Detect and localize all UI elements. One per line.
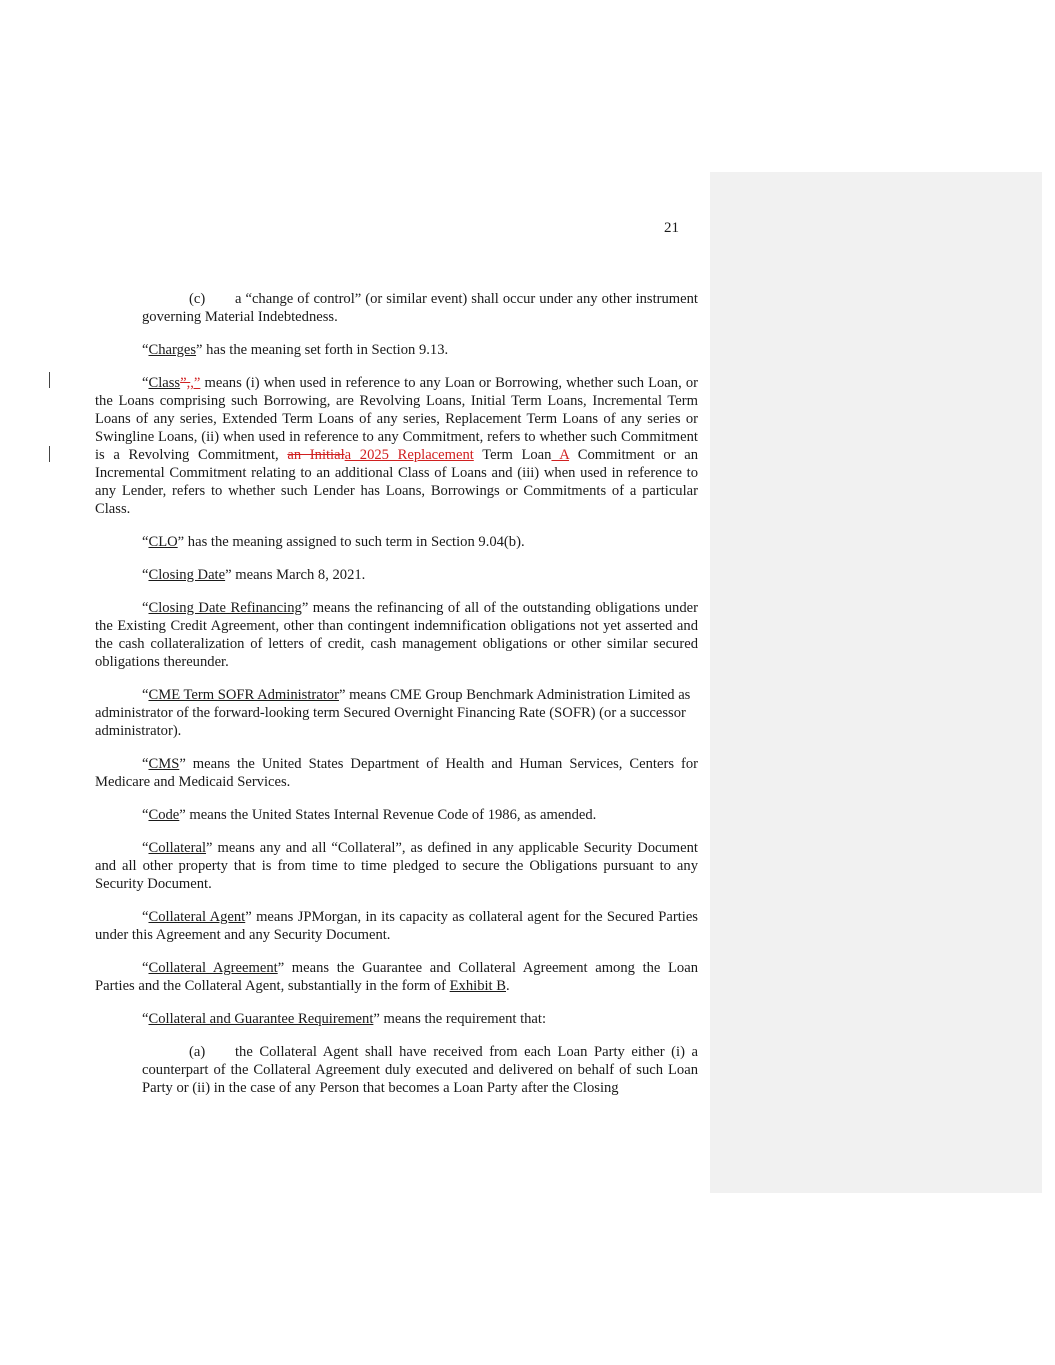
open-quote: “ (142, 840, 149, 856)
definition-charges (95, 341, 698, 359)
change-bar (49, 372, 50, 388)
clause-label: (c) (189, 291, 206, 307)
definition-text: Term Loan (473, 447, 552, 463)
definition-collateral-and-guarantee-requirement (95, 1010, 698, 1028)
open-quote: “ (142, 600, 149, 616)
definition-clo (95, 533, 698, 551)
open-quote: “ (142, 567, 149, 583)
exhibit-reference: Exhibit B (449, 978, 506, 994)
clause-text: the Collateral Agent shall have received from each Loan Party either (i) a counterpart of the Collateral Agreement duly executed and delivered on behalf of such Loan Party or (ii) in the case of any Person that becomes a Loan Party after the Closing (142, 1044, 698, 1096)
defined-term: Code (148, 807, 180, 823)
open-quote: “ (142, 342, 149, 358)
clause-c (142, 290, 698, 326)
defined-term: Collateral (148, 840, 207, 856)
definition-text: ” means the Guarantee and Collateral Agreement among the Loan Parties and the Collateral Agent, substantially in the form of (95, 960, 699, 994)
definition-cme-term-sofr-administrator (95, 686, 698, 740)
definition-text: ” has the meaning assigned to such term in Section 9.04(b). (177, 534, 525, 550)
open-quote: “ (142, 909, 149, 925)
tracked-deletion: ”, (180, 375, 191, 391)
defined-term: Collateral Agreement (148, 960, 278, 976)
open-quote: “ (142, 687, 149, 703)
open-quote: “ (142, 375, 149, 391)
definition-collateral-agent (95, 908, 698, 944)
definition-closing-date-refinancing (95, 599, 698, 671)
tracked-insertion: ,” (190, 375, 201, 391)
definition-closing-date (95, 566, 698, 584)
tracked-deletion: an Initial (287, 447, 345, 463)
defined-term: CME Term SOFR Administrator (148, 687, 339, 703)
comment-margin-pane (710, 172, 1042, 1193)
tracked-insertion: a 2025 Replacement (344, 447, 474, 463)
defined-term: Collateral Agent (148, 909, 246, 925)
open-quote: “ (142, 960, 149, 976)
definition-text: means (i) when used in reference to any Loan or Borrowing, whether such Loan, or the Loans comprising such Borrowing, are Revolving Loans, Initial Term Loans, Incremental Term Loans of any series, Extended Term Loans of any series, Replacement Term Loans of any series or Swingline Loans, (ii) when used in reference to any Commitment, refers to whether such Commitment is a Revolving Commitment, (95, 375, 698, 463)
open-quote: “ (142, 756, 149, 772)
defined-term: Closing Date Refinancing (148, 600, 302, 616)
definition-text: Commitment or an Incremental Commitment relating to an additional Class of Loans and (iii) when used in reference to any Lender, refers to whether such Lender has Loans, Borrowings or Commitments of a particular Class. (95, 447, 698, 517)
definition-text: ” means the United States Department of Health and Human Services, Centers for Medicare and Medicaid Services. (95, 756, 698, 790)
definition-class (95, 374, 698, 518)
document-body (95, 290, 698, 1112)
definition-text: ” means the United States Internal Revenue Code of 1986, as amended. (179, 807, 597, 823)
clause-text: a “change of control” (or similar event) shall occur under any other instrument governing Material Indebtedness. (142, 291, 698, 325)
definition-code (95, 806, 698, 824)
defined-term: CMS (148, 756, 180, 772)
page-number: 21 (664, 220, 679, 236)
open-quote: “ (142, 534, 149, 550)
defined-term: CLO (148, 534, 178, 550)
definition-text: ” has the meaning set forth in Section 9.13. (196, 342, 449, 358)
defined-term: Charges (148, 342, 197, 358)
definition-collateral-agreement (95, 959, 698, 995)
defined-term: Class (148, 375, 181, 391)
definition-text: ” means the requirement that: (373, 1011, 547, 1027)
definition-collateral (95, 839, 698, 893)
open-quote: “ (142, 807, 149, 823)
defined-term: Collateral and Guarantee Requirement (148, 1011, 374, 1027)
defined-term: Closing Date (148, 567, 226, 583)
definition-cms (95, 755, 698, 791)
definition-text: ” means JPMorgan, in its capacity as collateral agent for the Secured Parties under this Agreement and any Security Document. (95, 909, 698, 943)
definition-text: ” means March 8, 2021. (225, 567, 366, 583)
change-bar (49, 446, 50, 462)
tracked-insertion: A (551, 447, 570, 463)
definition-text: ” means any and all “Collateral”, as defined in any applicable Security Document and all other property that is from time to time pledged to secure the Obligations pursuant to any Security Document. (95, 840, 698, 892)
open-quote: “ (142, 1011, 149, 1027)
clause-a (142, 1043, 698, 1097)
definition-text: . (506, 978, 510, 994)
definition-text: ” means the refinancing of all of the outstanding obligations under the Existing Credit Agreement, other than contingent indemnification obligations not yet asserted and the cash collateralization of letters of credit, cash management obligations or other similar secured obligations thereunder. (95, 600, 698, 670)
definition-text: ” means CME Group Benchmark Administration Limited as administrator of the forward-looking term Secured Overnight Financing Rate (SOFR) (or a successor administrator). (95, 687, 691, 739)
clause-label: (a) (189, 1044, 206, 1060)
